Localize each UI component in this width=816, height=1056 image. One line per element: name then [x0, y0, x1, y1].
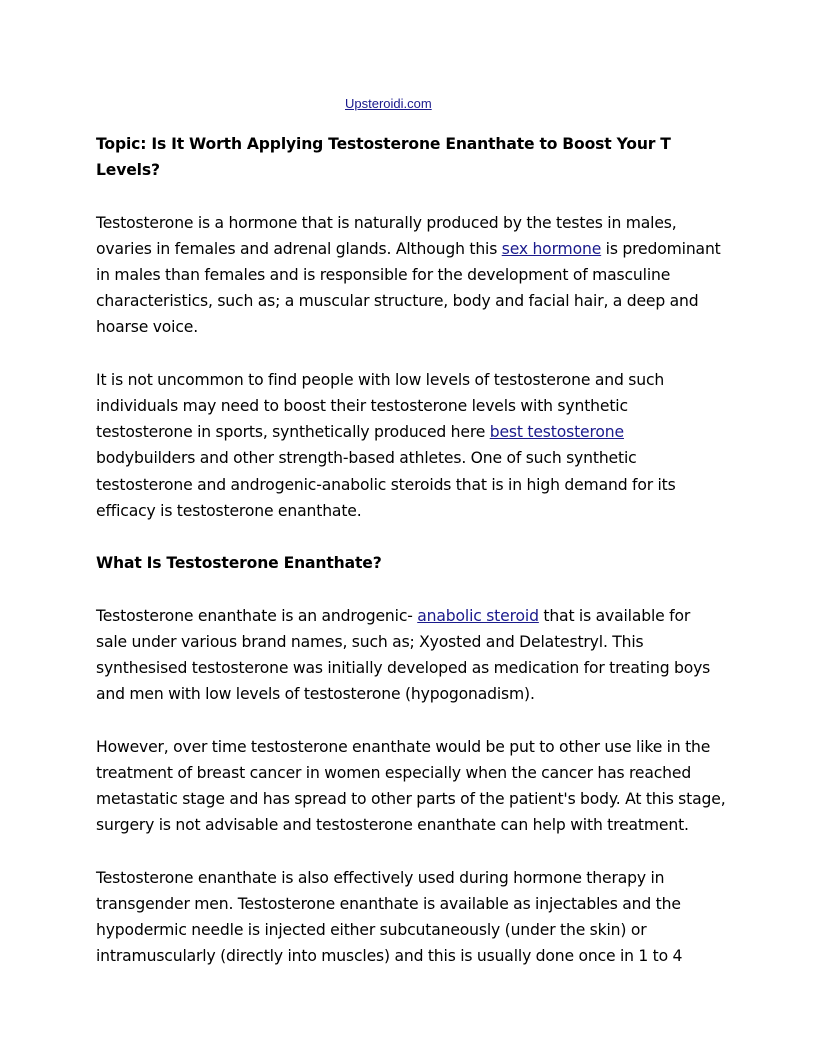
sex-hormone-link[interactable]: sex hormone — [501, 239, 602, 258]
text-segment: ovaries in females and adrenal glands. Although this — [96, 239, 502, 258]
article-body — [96, 131, 726, 996]
text-line: It is not uncommon to find people with low levels of testosterone and such — [96, 370, 665, 389]
text-line: sale under various brand names, such as; Xyosted and Delatestryl. This — [96, 632, 644, 651]
best-testosterone-link[interactable]: best testosterone — [489, 423, 624, 442]
text-line: Testosterone is a hormone that is naturally produced by the testes in males, — [96, 213, 677, 232]
text-segment: Testosterone enanthate is an androgenic- — [96, 606, 418, 625]
paragraph-low-levels — [96, 367, 726, 524]
text-line: synthesised testosterone was initially developed as medication for treating boys — [96, 659, 711, 677]
text-line: and men with low levels of testosterone (hypogonadism). — [96, 685, 535, 704]
text-line: characteristics, such as; a muscular structure, body and facial hair, a deep and — [96, 292, 699, 311]
text-line: intramuscularly (directly into muscles) and this is usually done once in 1 to 4 — [96, 947, 683, 966]
text-line: hypodermic needle is injected either subcutaneously (under the skin) or — [96, 921, 647, 939]
section-heading: What Is Testosterone Enanthate? — [96, 554, 382, 573]
text-line: surgery is not advisable and testosterone enanthate can help with treatment. — [96, 816, 689, 835]
text-line — [96, 603, 726, 629]
paragraph-intro — [96, 210, 726, 341]
text-line: transgender men. Testosterone enanthate is available as injectables and the — [96, 894, 681, 913]
text-line: individuals may need to boost their testosterone levels with synthetic — [96, 397, 628, 415]
text-line: efficacy is testosterone enanthate. — [96, 501, 362, 520]
text-line — [96, 236, 726, 262]
text-line: in males than females and is responsible for the development of masculine — [96, 266, 671, 284]
text-segment: that is available for — [538, 606, 691, 625]
paragraph-hormone-therapy — [96, 865, 726, 970]
text-line: Testosterone enanthate is also effectively used during hormone therapy in — [96, 868, 665, 887]
text-line: testosterone and androgenic-anabolic steroids that is in high demand for its — [96, 475, 676, 494]
text-line: However, over time testosterone enanthate would be put to other use like in the — [96, 737, 711, 756]
text-line — [96, 419, 726, 445]
text-line: metastatic stage and has spread to other parts of the patient's body. At this stage, — [96, 790, 726, 808]
text-line: treatment of breast cancer in women especially when the cancer has reached — [96, 763, 692, 782]
text-segment: is predominant — [601, 239, 721, 258]
text-line: bodybuilders and other strength-based athletes. One of such synthetic — [96, 449, 637, 468]
text-line: hoarse voice. — [96, 318, 199, 337]
paragraph-cancer-use — [96, 734, 726, 839]
text-segment: testosterone in sports, synthetically produced here — [96, 423, 490, 442]
site-header-link[interactable]: Upsteroidi.com — [345, 96, 432, 111]
anabolic-steroid-link[interactable]: anabolic steroid — [417, 606, 539, 625]
topic-heading: Topic: Is It Worth Applying Testosterone Enanthate to Boost Your T Levels? — [96, 135, 671, 180]
paragraph-definition — [96, 603, 726, 708]
